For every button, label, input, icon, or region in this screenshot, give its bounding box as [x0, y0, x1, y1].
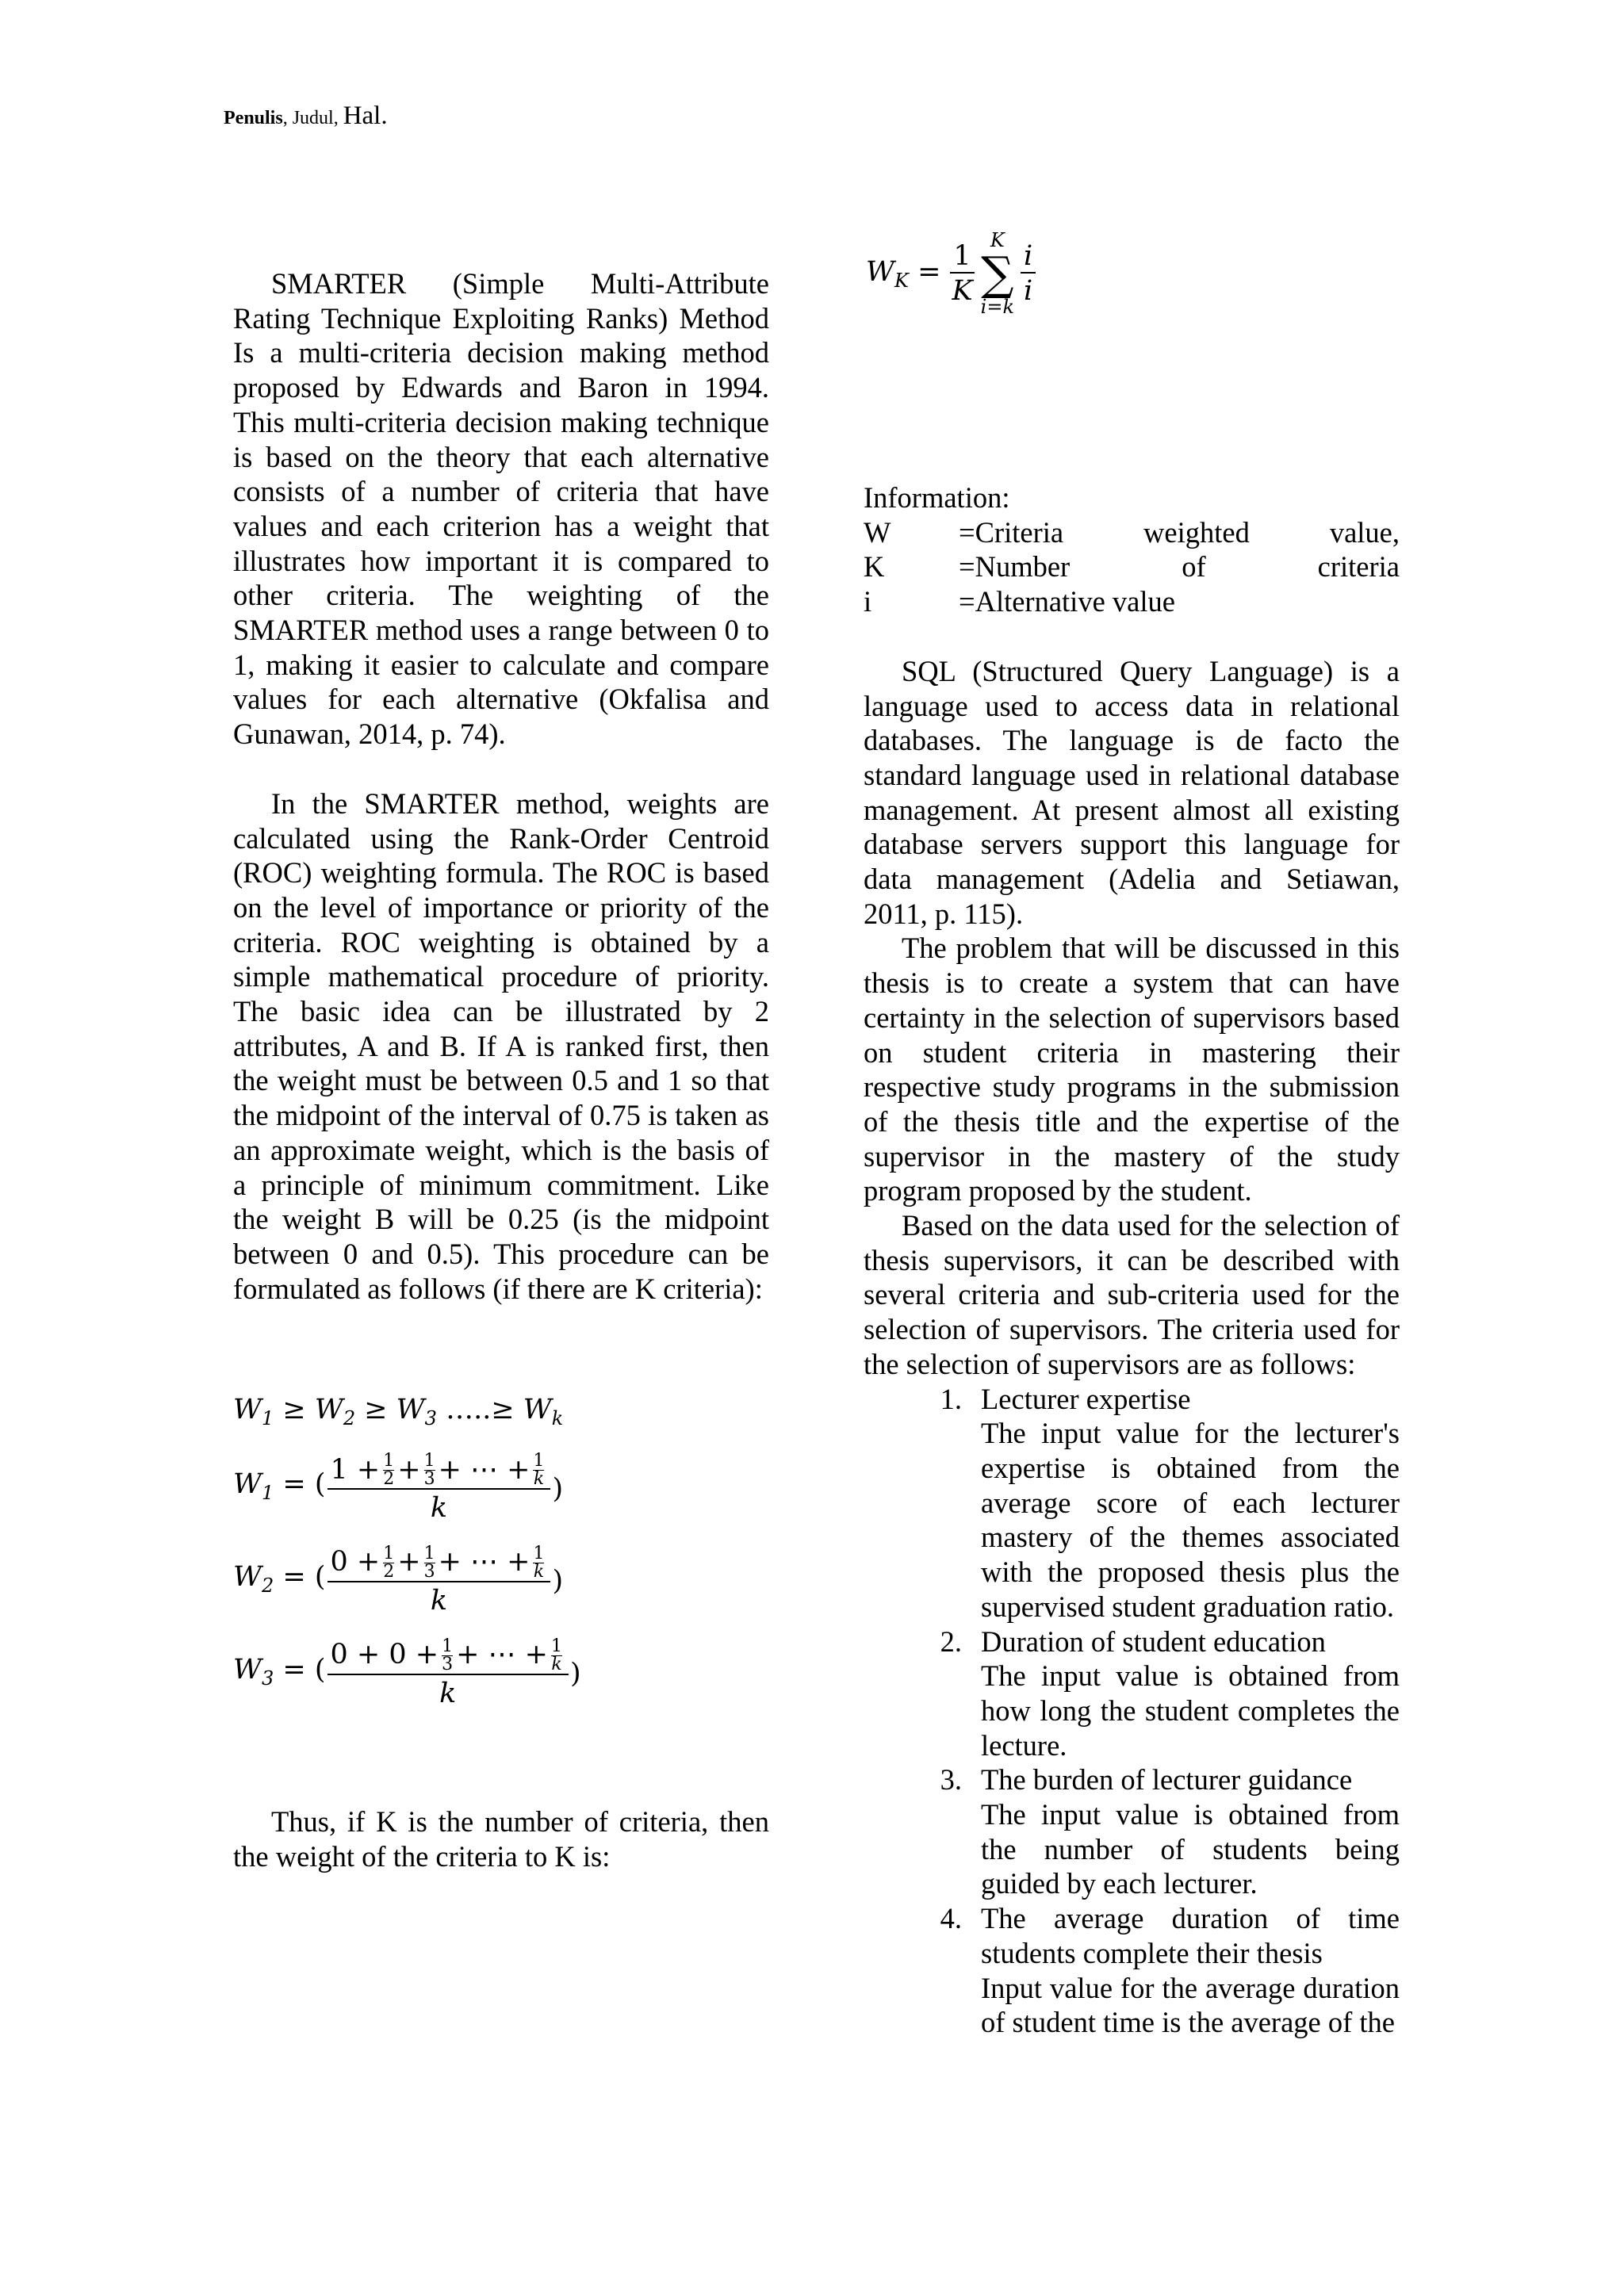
equation-w3: $W_3$ = ( 0 + 0 + 1 3 + ⋯ + 1 k k ) — [233, 1636, 581, 1709]
info-row-w — [864, 515, 1400, 550]
info-key: W — [864, 515, 891, 549]
criteria-list — [864, 1382, 1400, 2040]
criterion-title: The average duration of time students complete their thesis — [981, 1902, 1400, 1969]
list-number: 3. — [940, 1763, 962, 1797]
right-column — [864, 480, 1400, 2040]
criterion-title: Lecturer expertise — [981, 1382, 1191, 1415]
equation-w2: $W_2$ = ( 0 + 1 2 + 1 3 + ⋯ + 1 k k ) — [233, 1543, 564, 1617]
criterion-title: The burden of lecturer guidance — [981, 1763, 1353, 1797]
list-item — [864, 1624, 1400, 1763]
info-key: i — [864, 585, 872, 618]
info-value: =Criteria weighted value, — [959, 515, 1400, 549]
information-title: Information: — [864, 481, 1010, 514]
header-author: Penulis — [224, 108, 283, 128]
equation-wk: $W_K$ = $\frac{1}{K}$ K ∑ i=k $\frac{i}{i}$ — [866, 230, 1037, 317]
header-title: Judul, — [292, 108, 339, 128]
header-page: Hal. — [343, 101, 388, 130]
paragraph-roc: In the SMARTER method, weights are calculated using the Rank-Order Centroid (ROC) weighting formula. The ROC is based on the level of importance or priority of the criteria. ROC weighting is obtained by a simple mathematical procedure of priority. The basic idea can be illustrated by 2 attributes, A and B. If A is ranked first, then the weight must be between 0.5 and 1 so that the midpoint of the interval of 0.75 is taken as an approximate weight, which is the basis of a principle of minimum commitment. Like the weight B will be 0.25 (is the midpoint between 0 and 0.5). This procedure can be formulated as follows (if there are K criteria): — [233, 786, 769, 1305]
criterion-text: The input value is obtained from the number of students being guided by each lecturer. — [981, 1798, 1400, 1900]
criterion-text: Input value for the average duration of student time is the average of the — [981, 1971, 1400, 2039]
list-item — [864, 1762, 1400, 1901]
running-header — [224, 101, 388, 131]
info-value: =Alternative value — [959, 585, 1175, 618]
list-item — [864, 1382, 1400, 1624]
criterion-text: The input value for the lecturer's expertise is obtained from the average score of each lecturer mastery of the themes associated with the proposed thesis plus the supervised student graduation ratio. — [981, 1417, 1400, 1623]
list-item — [864, 1901, 1400, 2040]
header-separator: , — [282, 108, 288, 128]
info-key: K — [864, 550, 885, 584]
list-number: 1. — [940, 1382, 962, 1415]
paragraph-sql: SQL (Structured Query Language) is a language used to access data in relational databases. The language is de facto the standard language used in relational database management. At present almost all existing database servers support this language for data management (Adelia and Setiawan, 2011, p. 115). — [864, 654, 1400, 930]
info-row-i — [864, 584, 1400, 619]
paragraph-thus: Thus, if K is the number of criteria, then the weight of the criteria to K is: — [233, 1805, 769, 1873]
list-number: 4. — [940, 1902, 962, 1935]
criterion-title: Duration of student education — [981, 1624, 1326, 1658]
paragraph-problem: The problem that will be discussed in this thesis is to create a system that can have certainty in the selection of supervisors based on student criteria in mastering their respective study programs in the submission of the thesis title and the expertise of the supervisor in the mastery of the study program proposed by the student. — [864, 932, 1400, 1207]
info-row-k — [864, 549, 1400, 584]
criterion-text: The input value is obtained from how long the student completes the lecture. — [981, 1659, 1400, 1762]
paragraph-smarter-intro: SMARTER (Simple Multi-Attribute Rating Technique Exploiting Ranks) Method Is a multi-criteria decision making method proposed by Edwards and Baron in 1994. This multi-criteria decision making technique is based on the theory that each alternative consists of a number of criteria that have values and each criterion has a weight that illustrates how important it is compared to other criteria. The weighting of the SMARTER method uses a range between 0 to 1, making it easier to calculate and compare values for each alternative (Okfalisa and Gunawan, 2014, p. 74). — [233, 267, 769, 751]
info-value: =Number of criteria — [959, 550, 1400, 584]
weight-order-equation: $W_1 \ge W_2 \ge W_3$ …..≥ $W_k$ — [233, 1394, 564, 1430]
list-number: 2. — [940, 1624, 962, 1658]
paragraph-criteria-data: Based on the data used for the selection of thesis supervisors, it can be described with several criteria and sub-criteria used for the selection of supervisors. The criteria used for the selection of supervisors are as follows: — [864, 1209, 1400, 1380]
equation-w1: $W_1$ = ( 1 + 1 2 + 1 3 + ⋯ + 1 k k ) — [233, 1451, 564, 1525]
left-column — [233, 266, 769, 1874]
